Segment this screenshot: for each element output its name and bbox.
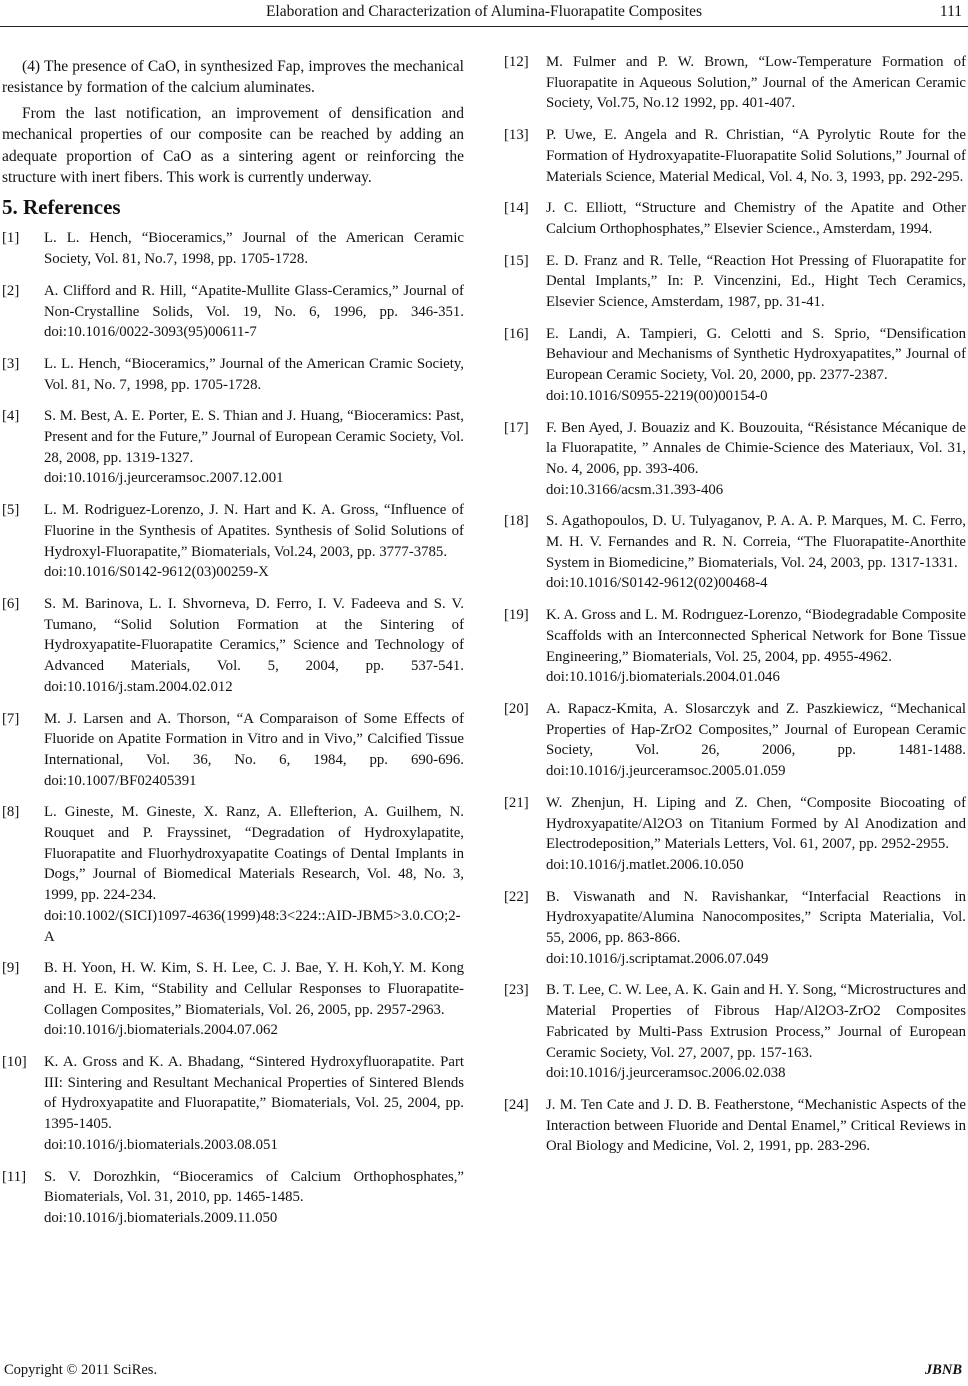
reference-number: [14] (504, 200, 529, 217)
reference-doi: doi:10.1016/j.biomaterials.2003.08.051 (44, 1136, 278, 1153)
reference-doi: doi:10.1016/j.matlet.2006.10.050 (546, 856, 744, 873)
reference-item (2, 1167, 464, 1229)
reference-number: [4] (2, 408, 20, 425)
header-rule (0, 26, 968, 27)
reference-doi: doi:10.1016/j.biomaterials.2004.07.062 (44, 1022, 278, 1039)
reference-item (2, 802, 464, 947)
reference-text: L. L. Hench, “Bioceramics,” Journal of the American Ceramic Society, Vol. 81, No.7, 1998, pp. 1705-1728. (44, 230, 464, 268)
reference-item (2, 709, 464, 792)
reference-number: [10] (2, 1054, 27, 1071)
reference-text: S. M. Best, A. E. Porter, E. S. Thian and J. Huang, “Bioceramics: Past, Present and for the Future,” Journal of European Ceramic Society, Vol. 28, 2008, pp. 1319-1327. (44, 408, 464, 466)
reference-number: [6] (2, 595, 20, 612)
right-column (504, 52, 966, 1168)
conclusion-paragraph: (4) The presence of CaO, in synthesized Fap, improves the mechanical resistance by formation of the calcium aluminates. (2, 58, 464, 97)
conclusion-paragraph: From the last notification, an improvement of densification and mechanical properties of our composite can be reached by adding an adequate proportion of CaO as a sintering agent or reinforcing the structure with inert fibers. This work is currently underway. (2, 104, 464, 187)
reference-list (2, 228, 464, 1228)
reference-item (2, 406, 464, 489)
copyright-notice: Copyright © 2011 SciRes. (4, 1362, 158, 1378)
reference-item (2, 228, 464, 269)
reference-number: [7] (2, 710, 20, 727)
reference-item (504, 418, 966, 501)
reference-item (2, 1052, 464, 1156)
reference-text: B. T. Lee, C. W. Lee, A. K. Gain and H. Y. Song, “Microstructures and Material Properties of Fibrous Hap/Al2O3-ZrO2 Composites Fabricated by Multi-Pass Extrusion Process,” Journal of European Ceramic Society, Vol. 27, 2007, pp. 157-163. (546, 982, 966, 1061)
reference-number: [15] (504, 252, 529, 269)
reference-number: [11] (2, 1168, 27, 1185)
reference-number: [21] (504, 794, 529, 811)
reference-number: [5] (2, 502, 20, 519)
reference-text: W. Zhenjun, H. Liping and Z. Chen, “Composite Biocoating of Hydroxyapatite/Al2O3 on Titanium Formed by Al Anodization and Electrodeposition,” Materials Letters, Vol. 61, 2007, pp. 2952-2955. (546, 794, 966, 853)
reference-number: [3] (2, 355, 20, 372)
reference-item (504, 52, 966, 114)
reference-number: [13] (504, 127, 529, 144)
reference-doi: doi:10.1016/j.biomaterials.2004.01.046 (546, 669, 780, 686)
reference-list (504, 52, 966, 1157)
reference-doi: doi:10.1002/(SICI)1097-4636(1999)48:3<224::AID-JBM5>3.0.CO;2-A (44, 907, 461, 945)
reference-doi: doi:10.1016/S0142-9612(02)00468-4 (546, 575, 768, 592)
reference-text: L. M. Rodriguez-Lorenzo, J. N. Hart and K. A. Gross, “Influence of Fluorine in the Synthesis of Apatites. Synthesis of Solid Solutions of Hydroxyl-Fluorapatite,” Biomaterials, Vol.24, 2003, pp. 3777-3785. (44, 502, 464, 560)
reference-doi: doi:10.1016/S0142-9612(03)00259-X (44, 564, 269, 581)
reference-text: E. Landi, A. Tampieri, G. Celotti and S. Sprio, “Densification Behaviour and Mechanisms of Synthetic Hydroxyapatites,” Journal of European Ceramic Society, Vol. 20, 2000, pp. 2377-2387. (546, 325, 966, 384)
reference-number: [19] (504, 607, 529, 624)
reference-number: [9] (2, 960, 20, 977)
reference-text: A. Rapacz-Kmita, A. Slosarczyk and Z. Paszkiewicz, “Mechanical Properties of Hap-ZrO2 Composites,” Journal of European Ceramic Society, Vol. 26, 2006, pp. 1481-1488. doi:10.1016/j.jeurceramsoc.2005.01.059 (546, 700, 966, 780)
reference-text: S. V. Dorozhkin, “Bioceramics of Calcium Orthophosphates,” Biomaterials, Vol. 31, 2010, pp. 1465-1485. (44, 1168, 464, 1206)
reference-doi: doi:10.1016/j.jeurceramsoc.2006.02.038 (546, 1065, 786, 1082)
reference-item (2, 500, 464, 583)
reference-number: [16] (504, 325, 529, 342)
reference-text: M. J. Larsen and A. Thorson, “A Comparaison of Some Effects of Fluoride on Apatite Formation in Vitro and in Vivo,” Calcified Tissue International, Vol. 36, No. 6, 1984, pp. 690-696. doi:10.1007/BF02405391 (44, 710, 464, 789)
reference-text: B. Viswanath and N. Ravishankar, “Interfacial Reactions in Hydroxyapatite/Alumina Nanocomposites,” Scripta Materialia, Vol. 55, 2006, pp. 863-866. (546, 888, 966, 947)
reference-number: [8] (2, 804, 20, 821)
reference-number: [20] (504, 700, 529, 717)
reference-item (504, 251, 966, 313)
page-header (0, 2, 968, 24)
reference-text: F. Ben Ayed, J. Bouaziz and K. Bouzouita, “Résistance Mécanique de la Fluorapatite, ” Annales de Chimie-Science des Materiaux, Vol. 31, No. 4, 2006, pp. 393-406. (546, 419, 966, 477)
reference-number: [12] (504, 54, 529, 70)
reference-number: [22] (504, 888, 529, 905)
reference-text: B. H. Yoon, H. W. Kim, S. H. Lee, C. J. Bae, Y. H. Koh,Y. M. Kong and H. E. Kim, “Stability and Cellular Responses to Fluorapatite-Collagen Composites,” Biomaterials, Vol. 26, 2005, pp. 2957-2963. (44, 960, 464, 1018)
reference-text: A. Clifford and R. Hill, “Apatite-Mullite Glass-Ceramics,” Journal of Non-Crystalline Solids, Vol. 19, No. 6, 1996, pp. 346-351. doi:10.1016/0022-3093(95)00611-7 (44, 282, 464, 341)
reference-item (504, 980, 966, 1084)
reference-text: E. D. Franz and R. Telle, “Reaction Hot Pressing of Fluorapatite for Dental Implants,” In: P. Vincenzini, Ed., Hight Tech Ceramics, Elsevier Science, Amsterdam, 1987, pp. 31-41. (546, 252, 966, 311)
reference-doi: doi:10.3166/acsm.31.393-406 (546, 481, 724, 498)
reference-item (2, 281, 464, 343)
section-heading: 5. References (2, 195, 121, 220)
reference-text: S. M. Barinova, L. I. Shvorneva, D. Ferro, I. V. Fadeeva and S. V. Tumano, “Solid Solution Formation at the Sintering of Hydroxyapatite-Fluorapatite Ceramics,” Science and Technology of Advanced Materials, Vol. 5, 2004, pp. 537-541. doi:10.1016/j.stam.2004.02.012 (44, 595, 464, 695)
running-title: Elaboration and Characterization of Alumina-Fluorapatite Composites (265, 3, 703, 20)
reference-item (504, 324, 966, 407)
reference-item (504, 125, 966, 187)
reference-item (2, 594, 464, 698)
reference-text: J. C. Elliott, “Structure and Chemistry of the Apatite and Other Calcium Orthophosphates,” Elsevier Science., Amsterdam, 1994. (546, 200, 966, 237)
reference-number: [23] (504, 982, 529, 999)
reference-number: [18] (504, 513, 529, 530)
journal-abbreviation: JBNB (924, 1362, 962, 1378)
reference-text: P. Uwe, E. Angela and R. Christian, “A Pyrolytic Route for the Formation of Hydroxyapatite-Fluorapatite Solid Solutions,” Journal of Materials Science, Material Medical, Vol. 4, No. 3, 1993, pp. 292-295. (546, 127, 966, 185)
reference-text: K. A. Gross and L. M. Rodrıguez-Lorenzo, “Biodegradable Composite Scaffolds with an Interconnected Spherical Network for Bone Tissue Engineering,” Biomaterials, Vol. 25, 2004, pp. 4955-4962. (546, 607, 966, 665)
reference-text: M. Fulmer and P. W. Brown, “Low-Temperature Formation of Fluorapatite in Aqueous Solution,” Journal of the American Ceramic Society, Vol.75, No.12 1992, pp. 401-407. (546, 54, 966, 112)
reference-item (504, 198, 966, 239)
reference-item (2, 354, 464, 395)
reference-text: S. Agathopoulos, D. U. Tulyaganov, P. A. A. P. Marques, M. C. Ferro, M. H. V. Fernandes and R. N. Correia, “The Fluorapatite-Anorthite System in Biomedicine,” Biomaterials, Vol. 24, 2003, pp. 1317-1331. (546, 513, 966, 571)
reference-number: [1] (2, 230, 20, 247)
reference-item (504, 511, 966, 594)
reference-number: [2] (2, 282, 20, 299)
reference-doi: doi:10.1016/j.biomaterials.2009.11.050 (44, 1209, 278, 1226)
reference-item (504, 887, 966, 970)
reference-item (504, 699, 966, 782)
reference-text: L. Gineste, M. Gineste, X. Ranz, A. Ellefterion, A. Guilhem, N. Rouquet and P. Frayssinet, “Degradation of Hydroxylapatite, Fluorapatite and Fluorhydroxyapatite Coatings of Dental Implants in Dogs,” Journal of Biomedical Materials Research, Vol. 48, No. 3, 1999, pp. 224-234. (44, 804, 464, 904)
reference-doi: doi:10.1016/S0955-2219(00)00154-0 (546, 387, 768, 404)
page-number: 111 (939, 3, 962, 20)
reference-doi: doi:10.1016/j.scriptamat.2006.07.049 (546, 950, 769, 967)
reference-text: J. M. Ten Cate and J. D. B. Featherstone, “Mechanistic Aspects of the Interaction between Fluoride and Dental Enamel,” Critical Reviews in Oral Biology and Medicine, Vol. 2, 1991, pp. 283-296. (546, 1096, 966, 1155)
reference-text: K. A. Gross and K. A. Bhadang, “Sintered Hydroxyfluorapatite. Part III: Sintering and Resultant Mechanical Properties of Sintered Blends of Hydroxyapatite and Fluorapatite,” Biomaterials, Vol. 25, 2004, pp. 1395-1405. (44, 1054, 464, 1133)
reference-item (2, 958, 464, 1041)
reference-item (504, 605, 966, 688)
reference-item (504, 793, 966, 876)
reference-doi: doi:10.1016/j.jeurceramsoc.2007.12.001 (44, 470, 284, 487)
reference-number: [24] (504, 1096, 529, 1113)
reference-text: L. L. Hench, “Bioceramics,” Journal of the American Cramic Society, Vol. 81, No. 7, 1998, pp. 1705-1728. (44, 355, 464, 393)
left-column (2, 56, 464, 1240)
reference-number: [17] (504, 419, 529, 436)
reference-item (504, 1095, 966, 1157)
